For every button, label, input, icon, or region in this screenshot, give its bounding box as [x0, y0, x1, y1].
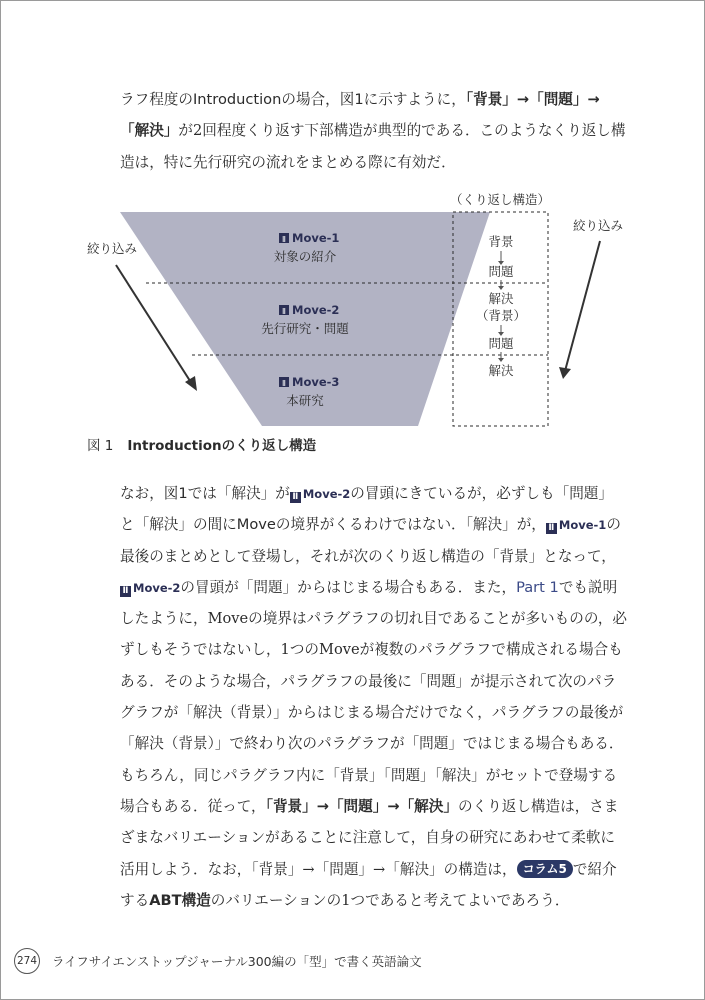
text: の境界がくるわけではない．「解決」が，	[275, 516, 546, 534]
text: が2回程度くり返す下部構造が典型的である．このようなくり返し構	[178, 122, 626, 140]
text: のバリエーションの1つであると考えてよいであろう．	[210, 891, 570, 909]
move-icon: Ⅱ	[290, 492, 301, 503]
text: ラフ程度の	[120, 91, 193, 108]
text: では「解決」が	[187, 485, 290, 502]
text: の	[606, 516, 621, 534]
move-icon-glyph: Ⅱ	[282, 307, 286, 316]
text: Introduction	[192, 91, 282, 108]
move-3-desc: 本研究	[286, 393, 324, 408]
text: 場合もある．従って，	[120, 797, 266, 815]
step-background: 背景	[488, 234, 514, 249]
move-icon: Ⅱ	[546, 523, 557, 534]
body-paragraph	[120, 478, 640, 916]
step-problem: 問題	[488, 264, 514, 279]
body-line-10: もちろん，同じパラグラフ内に「背景」「問題」「解決」がセットで登場する	[120, 766, 618, 784]
body-line-12: ざまなバリエーションがあることに注意して，自身の研究にあわせて柔軟に	[120, 829, 616, 847]
text: 活用しよう．なお，「背景」→「問題」→「解決」の構造は，	[120, 860, 517, 878]
text: の冒頭が「問題」からはじまる場合もある．また，	[180, 578, 517, 596]
move-tag	[546, 518, 606, 532]
body-line-3: 最後のまとめとして登場し，それが次のくり返し構造の「背景」となって，	[120, 547, 616, 565]
move-icon-glyph: Ⅱ	[282, 235, 286, 244]
intro-line-2	[120, 115, 640, 146]
text: なお，図	[120, 485, 179, 502]
body-line-9: 「解決（背景）」で終わり次のパラグラフが「問題」ではじまる場合もある．	[120, 735, 624, 753]
body-line-4	[120, 572, 640, 603]
figure-number: 図 1	[87, 438, 114, 454]
bold-text: 「解決」	[120, 122, 179, 140]
move-tag-label: Move-2	[133, 580, 181, 595]
move-1-desc: 対象の紹介	[273, 249, 337, 264]
step-background-paren: （背景）	[475, 308, 527, 323]
bold-text: ABT構造	[149, 891, 211, 909]
text: の冒頭にきているが，必ずしも「問題」	[350, 485, 613, 502]
text: と「解決」の間に	[120, 516, 237, 534]
book-title: ライフサイエンストップジャーナル300編の「型」で書く英語論文	[52, 954, 422, 969]
text: に示すように，	[363, 91, 466, 108]
body-line-13	[120, 854, 640, 885]
down-arrow-icon	[498, 352, 504, 362]
page-number: 274	[14, 948, 40, 974]
repeat-structure-label: （くり返し構造）	[449, 192, 551, 207]
column-reference-badge[interactable]: コラム5	[517, 860, 573, 878]
move-2-label: Move-2	[292, 303, 340, 317]
move-tag	[120, 581, 180, 595]
body-line-6: ずしもそうではないし，1つのMoveが複数のパラグラフで構成される場合も	[120, 641, 623, 659]
narrowing-label-right: 絞り込み	[572, 218, 624, 233]
down-arrow-icon	[498, 325, 504, 336]
bold-text: 「背景」→「問題」→	[465, 91, 600, 108]
text: の場合，図	[281, 91, 355, 108]
intro-paragraph	[120, 84, 640, 178]
move-icon-glyph: Ⅱ	[282, 379, 286, 388]
step-problem-2: 問題	[488, 336, 514, 351]
text: Move	[236, 516, 276, 534]
move-1-label: Move-1	[292, 231, 340, 245]
introduction-structure-figure	[0, 180, 705, 430]
text: する	[120, 891, 150, 909]
down-arrow-icon	[498, 251, 504, 265]
text: で紹介	[572, 860, 617, 878]
move-tag-label: Move-2	[302, 487, 351, 501]
body-line-5: したように，Moveの境界はパラグラフの切れ目であることが多いものの，必	[120, 610, 628, 628]
figure-caption	[87, 434, 316, 454]
text: 1	[178, 485, 188, 502]
body-line-7: ある．そのような場合，パラグラフの最後に「問題」が提示されて次のパラ	[120, 672, 617, 690]
step-solution: 解決	[488, 291, 514, 306]
down-arrow-icon	[498, 280, 504, 290]
diagonal-arrow-icon	[559, 241, 600, 379]
body-line-1	[120, 478, 640, 509]
part-reference-link[interactable]: Part 1	[516, 578, 559, 596]
intro-line-3: 造は，特に先行研究の流れをまとめる際に有効だ．	[120, 153, 456, 171]
figure-title: Introductionのくり返し構造	[127, 438, 317, 454]
text: でも説明	[558, 578, 618, 596]
body-line-2	[120, 509, 640, 540]
move-2-desc: 先行研究・問題	[261, 321, 349, 336]
body-line-14	[120, 885, 640, 916]
step-solution-2: 解決	[488, 363, 514, 378]
page-footer	[14, 948, 422, 974]
text: のくり返し構造は，さま	[457, 797, 619, 815]
body-line-8: グラフが「解決（背景）」からはじまる場合だけでなく，パラグラフの最後が	[120, 704, 624, 722]
move-tag-label: Move-1	[558, 518, 607, 533]
narrowing-label-left: 絞り込み	[86, 241, 138, 256]
bold-text: 「背景」→「問題」→「解決」	[265, 797, 458, 815]
body-line-11	[120, 791, 640, 822]
move-3-label: Move-3	[292, 375, 340, 389]
text: 1	[354, 91, 364, 108]
move-icon: Ⅱ	[120, 586, 131, 597]
intro-line-1	[120, 84, 640, 115]
move-tag	[290, 487, 350, 501]
